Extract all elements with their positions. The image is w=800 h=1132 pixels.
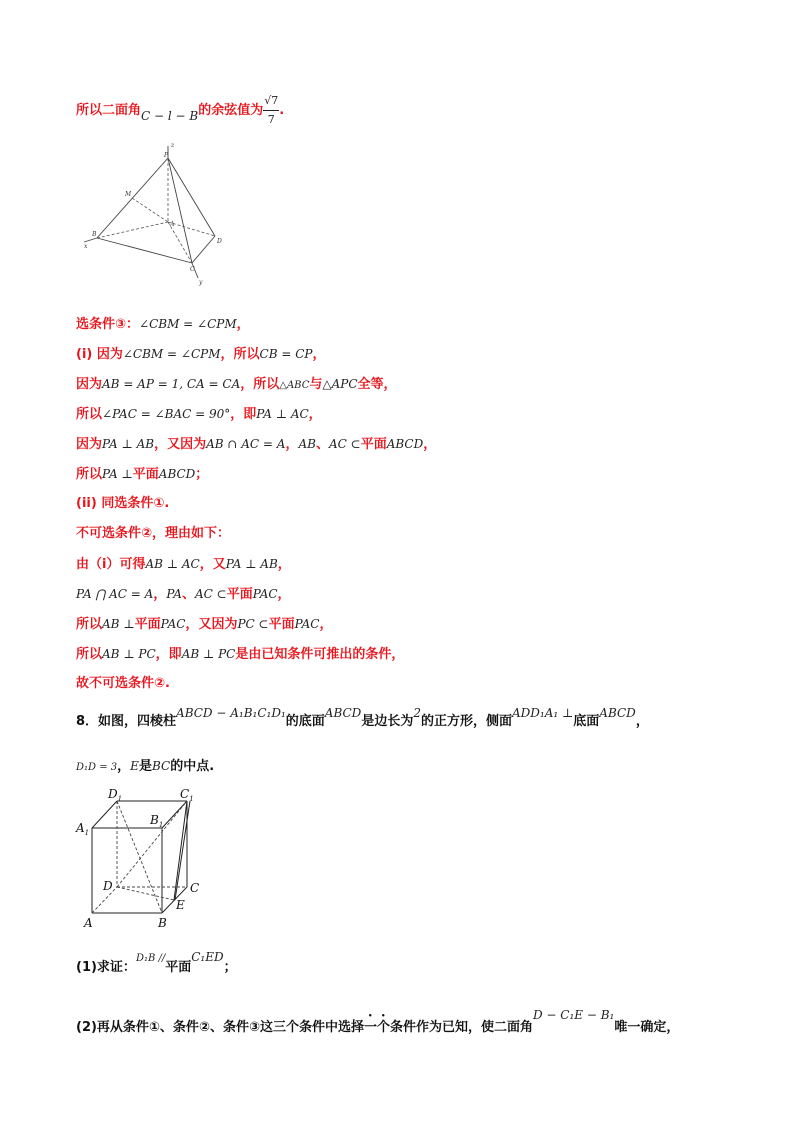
math: ADD₁A₁ ⊥ <box>511 706 574 720</box>
math: PAC <box>294 617 320 631</box>
label-D1: $D_1$ <box>108 787 123 803</box>
math: PA ⊥ AC <box>256 407 309 421</box>
math: AB ⊥ <box>102 617 135 631</box>
text: 平面 <box>132 467 159 482</box>
label-x: x <box>84 243 88 250</box>
c3-line-12 <box>76 645 404 664</box>
text: ， <box>236 317 250 332</box>
text: ，又 <box>199 557 226 572</box>
c3-line-6 <box>76 465 208 484</box>
math: AC ⊂ <box>328 437 361 451</box>
label-C1: $C_1$ <box>180 787 194 803</box>
text: 所以 <box>76 617 103 632</box>
text: 平面 <box>165 960 192 975</box>
text: 的底面 <box>285 714 325 729</box>
math: PAC <box>252 587 278 601</box>
text: (i) 因为 <box>76 347 123 362</box>
text: 因为 <box>76 437 103 452</box>
text: 选条件③： <box>76 317 140 332</box>
text: 平面 <box>268 617 295 632</box>
text: ， <box>423 437 437 452</box>
math: ∠PAC = ∠BAC = 90° <box>102 407 231 421</box>
text: 因为 <box>76 377 103 392</box>
c3-line-11 <box>76 615 332 634</box>
text: ，又因为 <box>185 617 238 632</box>
text: 的余弦值为 <box>198 103 264 118</box>
text: (1)求证： <box>76 960 136 975</box>
c3-line-10 <box>76 585 291 604</box>
text: 全等， <box>357 377 397 392</box>
c3-line-5 <box>76 435 436 454</box>
math: ABCD <box>158 467 196 481</box>
math: AB ⊥ AC <box>145 557 200 571</box>
text: ，即 <box>155 647 182 662</box>
text: 是 <box>138 759 152 774</box>
text: 与 <box>309 377 323 392</box>
text: ， <box>312 347 326 362</box>
label-B: B <box>158 916 167 930</box>
math: PA <box>166 587 182 601</box>
label-A: A <box>84 916 93 930</box>
math: ∠CBM = ∠CPM <box>139 317 237 331</box>
conclusion-line <box>76 92 284 129</box>
text: ，所以 <box>240 377 280 392</box>
text: 底面 <box>573 714 600 729</box>
label-D: D <box>217 238 222 245</box>
text: 由（i）可得 <box>76 557 146 572</box>
text: 所以二面角 <box>76 103 142 118</box>
text: 平面 <box>226 587 253 602</box>
text: 所以 <box>76 647 103 662</box>
text: ， <box>153 587 167 602</box>
label-D: D <box>103 879 113 893</box>
math: AC ⊂ <box>194 587 227 601</box>
label-E: E <box>176 898 185 912</box>
text: 的正方形，侧面 <box>420 714 512 729</box>
fraction <box>263 92 279 129</box>
text: 、 <box>315 437 329 452</box>
label-C: C <box>190 266 195 273</box>
text: ， <box>308 407 322 422</box>
c3-line-9 <box>76 555 291 574</box>
text: 故不可选条件②. <box>76 676 170 691</box>
math: C − l − B <box>141 109 199 123</box>
math: PA ⊥ AB <box>102 437 155 451</box>
text: ， <box>277 587 291 602</box>
c3-line-3 <box>76 375 397 395</box>
text: 是由已知条件可推出的条件， <box>235 647 405 662</box>
math: PC ⊂ <box>237 617 269 631</box>
label-B1: $B_1$ <box>150 813 164 829</box>
math: ABCD − A₁B₁C₁D₁ <box>176 706 286 720</box>
fraction-denominator: 7 <box>267 113 275 126</box>
text: ； <box>223 960 237 975</box>
text: 所以 <box>76 407 103 422</box>
q8-line-1 <box>76 706 649 731</box>
label-M: M <box>125 191 132 198</box>
math: PAC <box>160 617 186 631</box>
text: ，即 <box>230 407 257 422</box>
part-2 <box>76 1008 680 1037</box>
math: D − C₁E − B₁ <box>532 1008 615 1022</box>
math: CB = CP <box>259 347 313 361</box>
text: ， <box>277 557 291 572</box>
math: BC <box>151 759 171 773</box>
part-1 <box>76 950 237 978</box>
c3-line-i <box>76 345 325 364</box>
math: E <box>130 759 139 773</box>
math: △ABC <box>279 380 310 391</box>
math: AB ∩ AC = A <box>206 437 286 451</box>
text: 8．如图，四棱柱 <box>76 714 177 729</box>
math: ABCD <box>386 437 424 451</box>
math: △APC <box>322 377 358 391</box>
math: AB ⊥ PC <box>102 647 156 661</box>
text: ， <box>635 714 649 729</box>
text: 是边长为 <box>361 714 414 729</box>
text: ，又因为 <box>154 437 207 452</box>
label-A: A <box>170 221 175 228</box>
text: ； <box>195 467 209 482</box>
label-B: B <box>92 231 97 238</box>
text: 平面 <box>134 617 161 632</box>
math: D₁B // <box>135 953 166 964</box>
text: (2)再从条件①、条件②、条件③这三个条件中选择 <box>76 1020 364 1035</box>
emphasized-text: 一个 <box>363 1020 390 1035</box>
math: AB ⊥ PC <box>181 647 236 661</box>
math: 2 <box>413 706 421 720</box>
math: PA ⊥ <box>102 467 133 481</box>
text: ，所以 <box>220 347 260 362</box>
math: PA ⋂ AC = A <box>76 587 154 601</box>
text: ， <box>319 617 333 632</box>
label-y: y <box>199 279 203 286</box>
math: PA ⊥ AB <box>225 557 278 571</box>
q8-line-2 <box>76 757 214 777</box>
text: (ii) 同选条件①. <box>76 496 170 511</box>
c3-line-13 <box>76 675 170 693</box>
math: ABCD <box>324 706 362 720</box>
text: ， <box>117 759 131 774</box>
text: 所以 <box>76 467 103 482</box>
math: C₁ED <box>191 950 224 964</box>
prism-figure <box>74 784 214 934</box>
label-z: z <box>171 142 175 149</box>
label-C: C <box>190 881 200 895</box>
c3-line-4 <box>76 405 322 424</box>
text: 条件作为已知，使二面角 <box>389 1020 533 1035</box>
math: ∠CBM = ∠CPM <box>122 347 221 361</box>
text: 、 <box>181 587 195 602</box>
fraction-numerator: √7 <box>263 92 279 111</box>
math: D₁D = 3 <box>76 762 118 773</box>
math: AB <box>298 437 316 451</box>
math: ABCD <box>599 706 636 720</box>
label-A1: $A_1$ <box>76 821 90 837</box>
pyramid-figure <box>80 138 230 286</box>
c3-line-ii <box>76 495 169 513</box>
text: 唯一确定， <box>614 1020 680 1035</box>
c3-heading <box>76 315 250 334</box>
text: 的中点. <box>170 759 215 774</box>
c3-line-8 <box>76 525 230 543</box>
math: AB = AP = 1, CA = CA <box>102 377 241 391</box>
label-P: P <box>164 152 169 159</box>
text: 不可选条件②，理由如下： <box>76 526 231 541</box>
text: . <box>279 103 285 118</box>
text: 平面 <box>360 437 387 452</box>
text: ， <box>285 437 299 452</box>
